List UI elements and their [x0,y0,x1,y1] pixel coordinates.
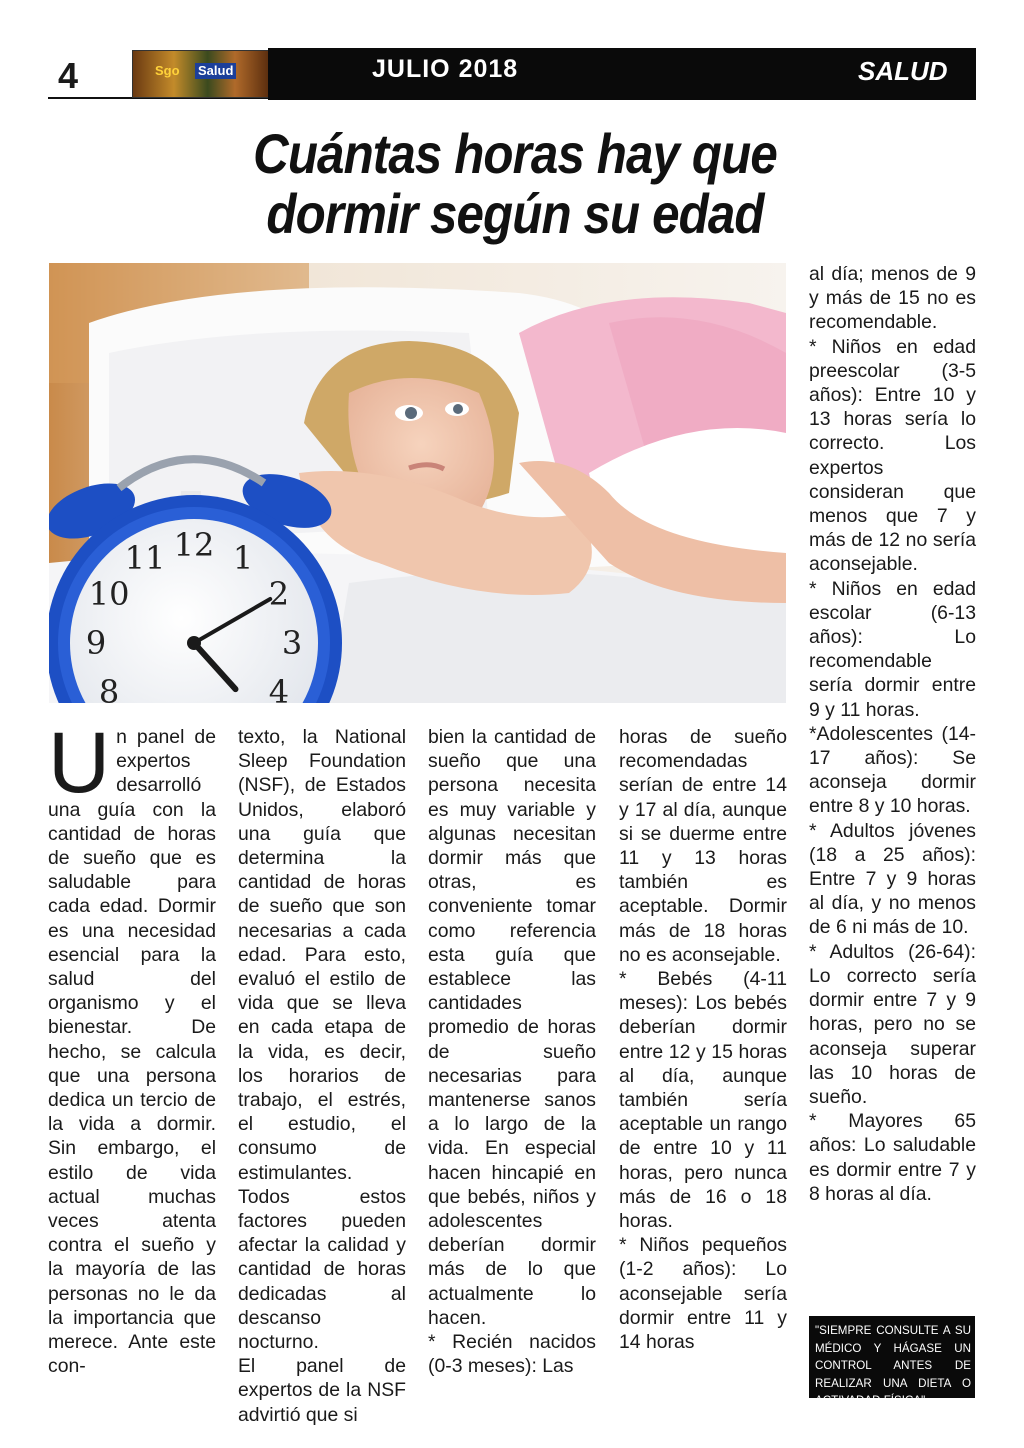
column-4-paragraph-2: * Bebés (4-11 meses): Los bebés deberían dormir entre 12 y 15 horas al día, aunque también sería aceptable un rango de entre 10 y 11 horas, pero nunca más de 16 o 18 horas. [619,968,787,1233]
column-5-paragraph-4: *Adolescentes (14-17 años): Se aconseja dormir entre 8 y 10 horas. [809,722,976,818]
column-4-paragraph-3: * Niños pequeños (1-2 años): Lo aconsejable sería dormir entre 11 y 14 horas [619,1234,787,1354]
column-5-paragraph-5: * Adultos jóvenes (18 a 25 años): Entre 7 y 9 horas al día, y no menos de 6 ni más de 10. [809,819,976,939]
clock-number-10: 10 [88,575,130,613]
column-5-paragraph-3: * Niños en edad escolar (6-13 años): Lo recomendable sería dormir entre 9 y 11 horas. [809,577,976,721]
article-column-2 [238,725,406,1427]
column-2-paragraph-1: texto, la National Sleep Foundation (NSF), de Estados Unidos, elaboró una guía que determina la cantidad de horas de sueño que son necesarias a cada edad. Para esto, evaluó el estilo de vida que se lleva en cada etapa de la vida, es decir, los horarios de trabajo, el estrés, el estudio, el consumo de estimulantes. Todos estos factores pueden afectar la calidad y cantidad de horas dedicadas al descanso nocturno. [238,726,406,1354]
column-5-paragraph-2: * Niños en edad preescolar (3-5 años): Entre 10 y 13 horas sería lo correcto. Los expertos consideran que menos que 7 y más de 12 no sería aconsejable. [809,335,976,576]
logo-text-left: Sgo [155,63,180,78]
column-1-text: n panel de expertos desarrolló una guía con la cantidad de horas de sueño que es saludable para cada edad. Dormir es una necesidad esencial para la salud del organismo y el bienestar. De hecho, se calcula que una persona dedica un tercio de la vida a dormir. Sin embargo, el estilo de vida actual muchas veces atenta contra el sueño y la mayoría de las personas no le da la importancia que merece. Ante este con- [48,726,216,1378]
clock-number-12: 12 [173,526,215,564]
page-number: 4 [58,55,79,96]
column-5-paragraph-6: * Adultos (26-64): Lo correcto sería dormir entre 7 y 9 horas, pero no se aconseja superar las 10 horas de sueño. [809,940,976,1108]
publication-logo [132,50,270,98]
clock-number-4: 4 [268,673,290,703]
section-label: SALUD [858,56,948,86]
article-column-4 [619,725,787,1354]
drop-cap: U [48,715,111,811]
column-2-paragraph-2: El panel de expertos de la NSF advirtió que si [238,1355,406,1426]
column-5-paragraph-1: al día; menos de 9 y más de 15 no es recomendable. [809,263,976,334]
column-5-paragraph-7: * Mayores 65 años: Lo saludable es dormir entre 7 y 8 horas al día. [809,1110,976,1205]
logo-text-right: Salud [195,63,236,79]
column-3-paragraph-2: * Recién nacidos (0-3 meses): Las [428,1331,596,1378]
alarm-clock-icon [49,459,342,703]
clock-number-1: 1 [232,539,254,578]
issue-date: JULIO 2018 [372,55,519,83]
clock-number-8: 8 [98,673,120,703]
article-headline [229,124,801,244]
column-4-paragraph-1: horas de sueño recomendadas serían de entre 14 y 17 al día, aunque si se duerme entre 11 y 13 horas también es aceptable. Dormir más de 18 horas no es aconsejable. [619,726,787,966]
article-column-1 [48,715,216,1378]
clock-number-11: 11 [124,539,166,578]
article-column-5 [809,262,976,1206]
clock-number-2: 2 [268,575,290,613]
article-column-3 [428,725,596,1378]
medical-notice-text: "SIEMPRE CONSULTE A SU MÉDICO Y HÁGASE UN CONTROL ANTES DE REALIZAR UNA DIETA O ACTIVADAD FÍSICA" [815,1324,971,1407]
clock-number-9: 9 [85,624,107,662]
headline-line-1: Cuántas horas hay que [253,122,777,185]
article-photo [49,263,786,703]
photo-woman-with-alarm-clock [49,263,786,703]
column-3-paragraph-1: bien la cantidad de sueño que una persona necesita es muy variable y algunas necesitan dormir más que otras, es conveniente tomar como referencia esta guía que establece las cantidades promedio de horas de sueño necesarias para mantenerse sanos a lo largo de la vida. En especial hacen hincapié en que bebés, niños y adolescentes deberían dormir más de lo que actualmente lo hacen. [428,726,596,1329]
headline-line-2: dormir según su edad [266,182,764,245]
clock-number-3: 3 [281,624,303,662]
